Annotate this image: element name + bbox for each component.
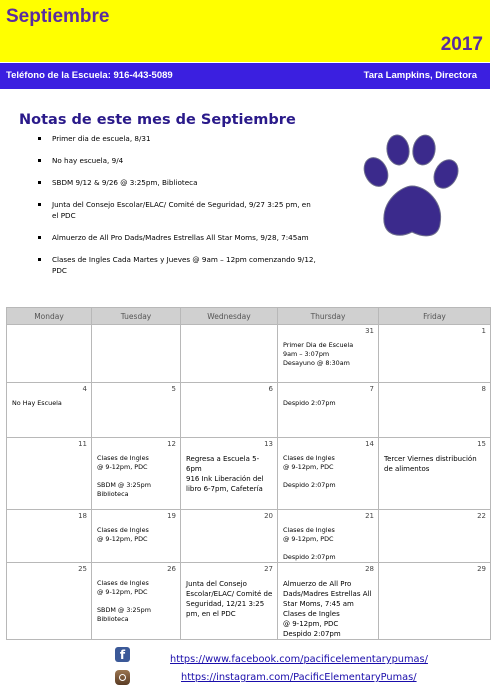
day-events: Clases de Ingles @ 9-12pm, PDC: [97, 526, 149, 543]
facebook-icon[interactable]: f: [115, 647, 130, 662]
calendar-day-cell: [7, 563, 92, 640]
day-events: Clases de Ingles @ 9-12pm, PDC SBDM @ 3:25pm Biblioteca: [97, 454, 151, 498]
day-events: [181, 510, 277, 526]
weekday-header: Friday: [379, 308, 491, 325]
day-events: Clases de Ingles @ 9-12pm, PDC SBDM @ 3:25pm Biblioteca: [97, 579, 151, 623]
calendar-day-cell: [379, 383, 491, 438]
month-title: Septiembre: [6, 6, 110, 27]
facebook-link[interactable]: https://www.facebook.com/pacificelementarypumas/: [170, 654, 428, 665]
day-number: 13: [264, 440, 273, 448]
calendar-week: [7, 438, 491, 510]
weekday-header: Thursday: [278, 308, 379, 325]
day-events: Primer Dia de Escuela 9am – 3:07pm Desayuno @ 8:30am: [283, 341, 354, 367]
principal-name: Tara Lampkins, Directora: [363, 70, 477, 81]
calendar-day-cell: [379, 325, 491, 383]
day-number: 29: [477, 565, 486, 573]
notes-list: [38, 133, 318, 287]
day-number: 26: [167, 565, 176, 573]
day-number: 20: [264, 512, 273, 520]
day-events: [181, 383, 277, 399]
note-item: No hay escuela, 9/4: [38, 155, 318, 166]
calendar-day-cell: [92, 325, 181, 383]
calendar-day-cell: [181, 383, 278, 438]
note-item: SBDM 9/12 & 9/26 @ 3:25pm, Biblioteca: [38, 177, 318, 188]
calendar-day-cell: [278, 510, 379, 563]
weekday-header: Tuesday: [92, 308, 181, 325]
notes-title: Notas de este mes de Septiembre: [19, 112, 296, 128]
calendar-day-cell: [379, 438, 491, 510]
day-number: 21: [365, 512, 374, 520]
day-number: 28: [365, 565, 374, 573]
day-number: 1: [481, 327, 486, 335]
note-item: Primer dia de escuela, 8/31: [38, 133, 318, 144]
calendar-day-cell: [278, 563, 379, 640]
day-events: Clases de Ingles @ 9-12pm, PDC Despido 2:07pm: [283, 454, 336, 489]
day-events: [7, 325, 91, 341]
day-events: [92, 325, 180, 341]
calendar-day-cell: [92, 510, 181, 563]
day-events: No Hay Escuela: [12, 399, 62, 407]
calendar-week: [7, 383, 491, 438]
calendar-day-cell: [181, 325, 278, 383]
day-events: [379, 510, 490, 526]
day-number: 27: [264, 565, 273, 573]
calendar-day-cell: [278, 438, 379, 510]
calendar-day-cell: [181, 510, 278, 563]
note-item: Clases de Ingles Cada Martes y Jueves @ 9am – 12pm comenzando 9/12, PDC: [38, 254, 318, 276]
day-events: [92, 383, 180, 399]
day-events: [181, 325, 277, 341]
day-events: Regresa a Escuela 5-6pm 916 Ink Liberación del libro 6-7pm, Cafetería: [186, 455, 264, 493]
day-events: [379, 563, 490, 579]
day-number: 7: [369, 385, 374, 393]
instagram-link[interactable]: https://instagram.com/PacificElementaryPumas/: [181, 672, 417, 683]
calendar-day-cell: [278, 383, 379, 438]
calendar-day-cell: [92, 563, 181, 640]
day-number: 14: [365, 440, 374, 448]
calendar-day-cell: [379, 563, 491, 640]
day-number: 4: [82, 385, 87, 393]
calendar-week: [7, 510, 491, 563]
day-number: 6: [268, 385, 273, 393]
school-phone: Teléfono de la Escuela: 916-443-5089: [6, 70, 173, 81]
day-number: 25: [78, 565, 87, 573]
day-number: 18: [78, 512, 87, 520]
weekday-header: Monday: [7, 308, 92, 325]
day-events: [379, 325, 490, 341]
instagram-icon[interactable]: [115, 670, 130, 685]
calendar-day-cell: [278, 325, 379, 383]
day-number: 19: [167, 512, 176, 520]
day-events: [379, 383, 490, 399]
day-number: 11: [78, 440, 87, 448]
day-events: Tercer Viernes distribución de alimentos: [384, 455, 477, 473]
day-number: 22: [477, 512, 486, 520]
note-item: Almuerzo de All Pro Dads/Madres Estrellas All Star Moms, 9/28, 7:45am: [38, 232, 318, 243]
day-number: 31: [365, 327, 374, 335]
calendar: [6, 307, 491, 640]
day-number: 8: [481, 385, 486, 393]
calendar-day-cell: [379, 510, 491, 563]
day-number: 5: [171, 385, 176, 393]
weekday-header: Wednesday: [181, 308, 278, 325]
calendar-week: [7, 563, 491, 640]
calendar-day-cell: [7, 510, 92, 563]
calendar-week: [7, 325, 491, 383]
day-events: Clases de Ingles @ 9-12pm, PDC Despido 2:07pm: [283, 526, 336, 561]
note-item: Junta del Consejo Escolar/ELAC/ Comité de Seguridad, 9/27 3:25 pm, en el PDC: [38, 199, 318, 221]
calendar-day-cell: [92, 438, 181, 510]
day-number: 12: [167, 440, 176, 448]
calendar-day-cell: [181, 438, 278, 510]
calendar-day-cell: [7, 383, 92, 438]
calendar-day-cell: [181, 563, 278, 640]
paw-print-icon: [354, 130, 464, 250]
calendar-day-cell: [92, 383, 181, 438]
day-number: 15: [477, 440, 486, 448]
day-events: Despido 2:07pm: [283, 399, 336, 407]
year-title: 2017: [440, 34, 483, 55]
day-events: Junta del Consejo Escolar/ELAC/ Comité de Seguridad, 12/21 3:25 pm, en el PDC: [186, 580, 273, 618]
day-events: Almuerzo de All Pro Dads/Madres Estrellas All Star Moms, 7:45 am Clases de Ingles @ 9-12pm, PDC Despido 2:07pm: [283, 580, 372, 638]
calendar-day-cell: [7, 325, 92, 383]
calendar-day-cell: [7, 438, 92, 510]
